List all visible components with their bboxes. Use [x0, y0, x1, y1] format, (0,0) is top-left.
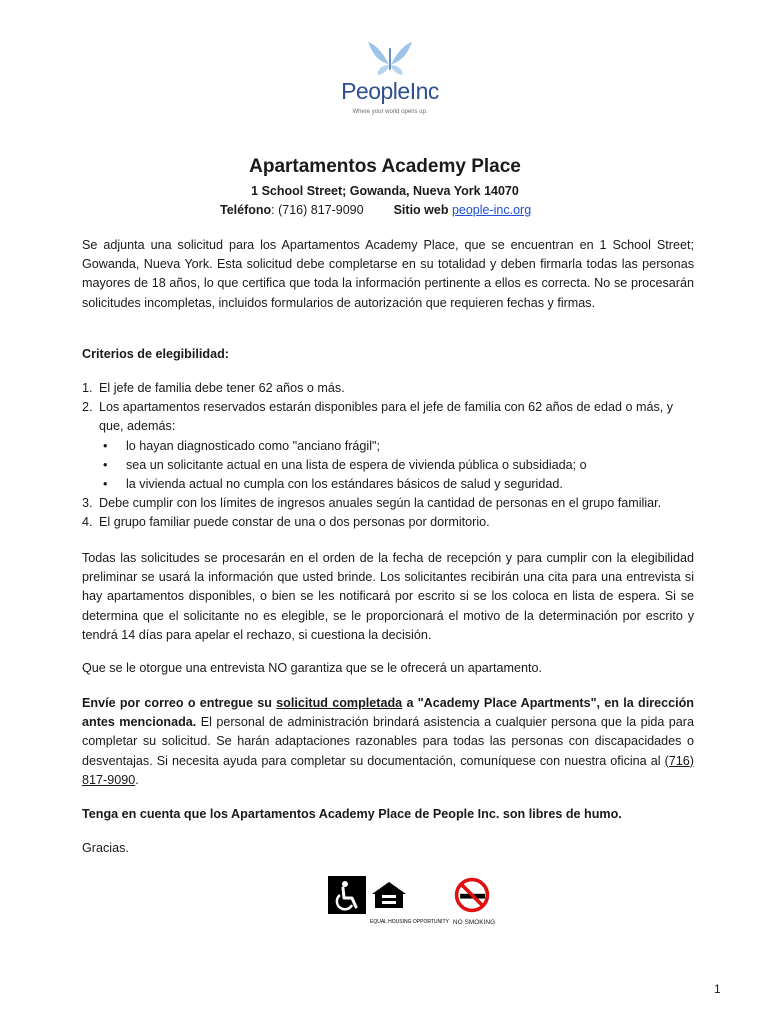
no-smoking-icon: [453, 876, 495, 927]
equal-housing-icon: [370, 876, 449, 925]
closing-thanks: Gracias.: [82, 841, 129, 855]
document-title: Apartamentos Academy Place: [249, 156, 521, 177]
equal-housing-caption: EQUAL HOUSING OPPORTUNITY: [370, 919, 449, 925]
criteria-heading: Criterios de elegibilidad:: [82, 347, 229, 361]
smoke-free-notice: Tenga en cuenta que los Apartamentos Academy Place de People Inc. son libres de humo.: [82, 807, 622, 821]
intro-paragraph: Se adjunta una solicitud para los Apartamentos Academy Place, que se encuentran en 1 School Street; Gowanda, Nueva York. Esta solicitud debe completarse en su totalidad y deben firmarla todas las personas mayores de 18 años, lo que certifica que toda la información pertinente a ellos es correcta. No se procesarán solicitudes incompletas, incluidos formularios de autorización que requieren fechas y firmas.: [82, 238, 694, 310]
list-text: Debe cumplir con los límites de ingresos anuales según la cantidad de personas en el grupo familiar.: [99, 496, 662, 511]
mail-instruction-bold: Envíe por correo o entregue su solicitud completada a "Academy Place Apartments", en la dirección antes mencionada.: [82, 696, 694, 730]
phone-value: : (716) 817-9090: [271, 203, 364, 217]
page-number: 1: [714, 982, 721, 996]
list-item: [82, 379, 694, 398]
web-label: Sitio web: [393, 203, 449, 217]
list-number: 2.: [82, 400, 93, 415]
list-number: 3.: [82, 496, 93, 511]
sub-list-item: [99, 475, 694, 494]
people-inc-logo: [320, 38, 460, 128]
address-line: 1 School Street; Gowanda, Nueva York 14070: [251, 184, 519, 198]
contact-line: [220, 202, 531, 219]
no-smoking-caption: NO SMOKING: [452, 919, 496, 926]
sub-list-text: lo hayan diagnosticado como "anciano frágil";: [126, 438, 380, 453]
list-item: [82, 494, 694, 513]
list-text: El grupo familiar puede constar de una o dos personas por dormitorio.: [99, 515, 490, 530]
office-phone: (716) 817-9090: [82, 753, 694, 787]
bullet-icon: •: [103, 457, 108, 472]
phone-label: Teléfono: [220, 203, 272, 217]
sub-list-item: [99, 456, 694, 475]
sub-list-text: sea un solicitante actual en una lista de espera de vivienda pública o subsidiada; o: [126, 457, 587, 472]
sub-list-text: la vivienda actual no cumpla con los estándares básicos de salud y seguridad.: [126, 477, 563, 492]
bullet-icon: •: [103, 438, 108, 453]
logo-wordmark: PeopleInc: [341, 78, 439, 104]
mail-instruction-text: El personal de administración brindará asistencia a cualquier persona que la pida para completar su solicitud. Se harán adaptaciones razonables para todas las personas con discapacidades o desventajas. Si necesita ayuda para completar su documentación, comuníquese con nuestra oficina al: [82, 715, 694, 768]
sub-list-item: [99, 437, 694, 456]
website-link[interactable]: people-inc.org: [451, 203, 532, 217]
interview-paragraph: Que se le otorgue una entrevista NO garantiza que se le ofrecerá un apartamento.: [82, 661, 542, 675]
footer-icons: [328, 876, 495, 927]
list-text: El jefe de familia debe tener 62 años o más.: [99, 381, 345, 395]
accessibility-icon: [328, 876, 366, 919]
butterfly-icon: [366, 38, 414, 76]
list-item: [82, 513, 694, 532]
list-text: Los apartamentos reservados estarán disponibles para el jefe de familia con 62 años de edad o más, y que, además:: [99, 400, 674, 434]
list-number: 1.: [82, 381, 93, 395]
processing-paragraph: Todas las solicitudes se procesarán en el orden de la fecha de recepción y para cumplir con la elegibilidad preliminar se usará la información que usted brinde. Los solicitantes recibirán una cita para una entrevista si hay apartamentos disponibles, o bien se les notificará por escrito si se los coloca en lista de espera. Si se determina que el solicitante no es elegible, se le proporcionará el motivo de la determinación por escrito y tendrá 14 días para apelar el rechazo, si cuestiona la decisión.: [82, 551, 694, 642]
list-item: [82, 398, 694, 436]
bullet-icon: •: [103, 477, 108, 492]
criteria-list: [82, 379, 694, 533]
list-number: 4.: [82, 515, 93, 530]
logo-tagline: Where your world opens up.: [352, 109, 428, 115]
mail-instructions-paragraph: Envíe por correo o entregue su solicitud completada a "Academy Place Apartments", en la dirección antes mencionada. El personal de administración brindará asistencia a cualquier persona que la pida para completar su solicitud. Se harán adaptaciones razonables para todas las personas con discapacidades o desventajas. Si necesita ayuda para completar su documentación, comuníquese con nuestra oficina al (716) 817-9090.: [82, 696, 694, 787]
completed-application-text: solicitud completada: [276, 696, 403, 710]
